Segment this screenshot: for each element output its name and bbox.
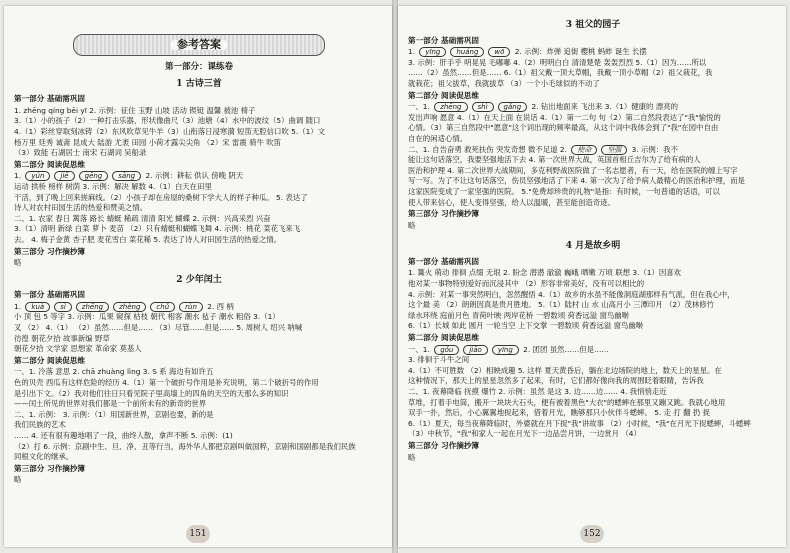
answer-line: 一、1. gǒu jiāo yīng 2. 团团 虽然……但是…… [408,344,609,354]
pinyin-pill: shì [472,102,494,112]
answer-text: 2. 示例：耕耘 供认 傍晚 阴天 [145,171,244,181]
pinyin-pill: jiē [54,171,74,181]
answer-key-banner [73,34,325,56]
answer-line: 1. 篝火 萌动 徘徊 点缀 无垠 2. 盼念 潜潜 澈澈 巍峨 晒嫩 万顷 联想 3.（1）因喜欢 [408,268,682,278]
section-heading: 第一部分 基础需巩固 [408,256,479,266]
pinyin-pill: yīng [492,345,519,355]
left-page [4,6,392,547]
pinyin-pill: chǔ [150,302,175,312]
right-page-content [408,14,778,529]
answer-line: 4. 示例：对某一事突然明白，忽然醒悟 4.（1）故乡的水虽不能像洞庭湖那样有气派，但在我心中， [408,289,735,299]
section-heading: 第一部分 基础需巩固 [14,94,85,104]
answer-line: 6.（1）长城 如此 圆月 一轮当空 上下交掌 一碧数顷 荷香远溢 窗鸟幽啭 [408,321,644,331]
answer-line: 略 [14,258,22,268]
answer-line: 4.（1）彩丝穿取刻冰铸（2）东风吹草见牛羊（3）山衔落日浸寒漪 短笛无腔信口吹 5.（1）文 [14,126,326,136]
pinyin-pill: jiāo [463,345,487,355]
word-pill: 坚强 [601,145,627,155]
answer-line: （3）中秋节，"我"和家人一起在月光下一边品尝月饼，一边赏月 （4） [408,429,641,439]
page-number: 151 [186,525,210,543]
word-pill: 使命 [571,145,597,155]
section-heading: 第一部分 基础需巩固 [408,35,479,45]
answer-line: 这种情况下，那天上的星星忽然多了起来，有时，它们都好像向我的周围眨着眼睛，告诉我 [408,376,704,386]
pinyin-pill: rùn [179,302,203,312]
section-heading: 第二部分 阅读促思维 [408,333,479,343]
answer-line: 1. zhēng qíng bēi yī 2. 示例：征住 玉野 山坡 活动 锲铤 温馨 被池 椅子 [14,105,256,115]
pinyin-pill: huáng [450,47,484,57]
pinyin-pill: gǒu [434,345,459,355]
answer-line: 是引出下文。（2）我对他们往日只看见院子里高墙上的四角的天空的天那么多的知识 [14,388,289,398]
answer-line: 自在的闲适心情。 [408,133,468,143]
answer-line: ——闰土所见的世界对我们都是一个前所未有的新奇的世界 [14,399,207,409]
answer-line: （3）致能 石湖居士 南宋 石湖词 吴船录 [14,148,147,158]
pinyin-pill: wō [488,47,510,57]
section-heading: 第三部分 习作摘抄簿 [14,463,85,473]
pinyin-pill: kuà [25,302,50,312]
answer-line: 叉 （2） 4.（1） （2）虽然……但是…… （3）尽管……但是…… 5. 周树人 绍兴 呐喊 [14,323,303,333]
answer-line: 这个最 美 （2）朗朗因真是贵月胜地。 5.（1）陆村 山 水 山高月小 三潭印月 （2）茂林修竹 [408,300,715,310]
answer-text: 2. 示例：炸弹 追街 樱桃 蚂蚱 诞生 长摆 [514,47,647,57]
answer-line: ……（2）虽然……但是…… 6.（1）祖父戴一顶大草帽，我戴一顶小草帽（2）祖父栽花，我 [408,68,713,78]
answer-line: 这家医院变成了一家坚强的医院。 5."免费却珍贵的礼物"是指：有时候，一句普通的话语，可以 [408,186,720,196]
part-title: 第一部分：课练卷 [164,62,233,72]
page-number: 152 [580,525,604,543]
answer-line: 杨万里 廷秀 诚斋 昆成大 陆游 尤袤 田园 小荷才露尖尖角 （2）宋 雷震 骑牛 吹笛 [14,137,282,147]
answer-line: 草堆，打着手电筒，搬开一块块大石头，便有被着黑色"大衣"的蟋蟀在那里又蹦又跳。我就心地用 [408,397,726,407]
answer-line: 发出声响 愿意 4.（1）在天上面 在说话 4.（1）第一二句 句（2）第二自然段表达了"我"愉悦的 [408,112,721,122]
answer-line: 6.（1）夏天，每当夜幕降临时，外婆就在月下捉"我"讲故事 （2）小时候，"我"在月光下捉蟋蟀，斗蟋蟀 [408,418,751,428]
answer-line: 略 [408,220,416,230]
pinyin-pill: zhēng [434,102,467,112]
answer-line: 二、1. 夜幕降临 抚摸 爆竹 2. 示例：虽然 是这 3. 边……边…… 4. 我悄悄走近 [408,387,667,396]
right-page [398,6,786,547]
answer-line: …… 4. 还有很有趣地唱了一段，曲终人散，拿声不断 5. 示例：(1) [14,431,233,440]
answer-text: 二、1. 自告奋勇 救死扶伤 突发奇想 微不足道 [408,144,558,154]
section-heading: 第三部分 习作摘抄簿 [408,440,479,450]
answer-text: 2. 团团 虽然……但是…… [523,344,609,354]
answer-line: 1. yīng huáng wō 2. 示例：炸弹 追街 樱桃 蚂蚱 诞生 长摆 [408,47,647,57]
answer-line: 3. 徘徊于斗牛之间 [408,355,470,365]
answer-line: 一、1. zhēng shì gǎng 2. 钻出地面来 飞出来 3.（1）健康的 漂亮的 [408,102,678,112]
left-page-content [14,14,384,529]
answer-line: 同根文化的继承。 [14,452,74,462]
answer-line: 诗人对农村田园生活的热爱和赞美之情。 [14,203,148,213]
section-heading: 第三部分 习作摘抄簿 [14,246,85,256]
pinyin-pill: yīng [419,47,446,57]
lesson-1-title: 1 古诗三首 [176,78,222,89]
answer-line: 4.（1）不可胜数 （2）相映成趣 5. 这样 夏天黄昏后，躺在北边场院的地上，数天上的星星。在 [408,365,722,375]
answer-text: 2. 钻出地面来 飞出来 3.（1）健康的 漂亮的 [531,102,678,112]
answer-text: 3. 示例：我不 [631,144,678,154]
answer-line: 双手一扑，然后，小心翼翼地捉起来，借着月光，瞧够那只小伙伴斗蟋蟀。 5. 走 打 翻 扔 捉 [408,408,710,418]
answer-line: 二、1. 自告奋勇 救死扶伤 突发奇想 微不足道 2. 使命 坚强 3. 示例：我不 [408,144,678,154]
section-heading: 第二部分 阅读促思维 [14,355,85,365]
answer-line: 绿水环绕 庭前月色 青荷叶映 两岸花桥 一碧数顷 荷香远溢 窗鸟幽啭 [408,310,630,320]
answer-line: 就栽花；祖父拔草，我就拔草 （3）一个小毛球似的不动了 [408,78,600,88]
pinyin-pill: gēng [79,171,109,181]
answer-line: 一、1. 冷落 意思 2. chā zhuàng lìng 3. S 系 海边有如许五 [14,367,214,377]
answer-line: 3.（1）小的孩子（2）一种打击乐器，形状像曲尺（3）池塘（4）水中的波纹（5）曲调 随口 [14,116,321,126]
section-heading: 第一部分 基础需巩固 [14,290,85,300]
pinyin-pill: zhēng [76,302,109,312]
pinyin-pill: gǎng [498,102,528,112]
banner-title: 参考答案 [171,40,227,51]
section-heading: 第三部分 习作摘抄簿 [408,209,479,219]
answer-line: 略 [14,475,22,485]
answer-line: 3.（1）清明 新绿 白菜 萝卜 麦苗 （2）只有蜻蜓和蝴蝶飞舞 4. 示例：桃花 菜花飞来飞 [14,224,301,234]
pinyin-pill: sì [54,302,72,312]
answer-line: 能让这句话落空，我要坚强地活下去 4. 第一次世界大战，英国首相丘吉尔为了给有病的人 [408,155,701,165]
answer-line: 运动 拱桥 榜样 树荫 3. 示例：解决 解数 4.（1）白天在田里 [14,181,212,191]
answer-line: 他对某一事物特别爱好而沉浸其中 （2）形容非常美好，没有可以相比的 [408,279,645,289]
lesson-3-title: 3 祖父的园子 [565,20,621,30]
pinyin-pill: yún [25,171,50,181]
answer-text: 2. 西 柄 [207,301,234,311]
answer-line: 心情。（3）第三自然段中"愿意"这个词出现的频率最高，从这个词中我体会到了"我"在园中自由 [408,123,719,133]
answer-line: 干活，到了晚上回来搓麻线。（2）小孩子却在房屋的桑树下学大人的样子种瓜。 5. 表达了 [14,192,308,202]
answer-line: 二、1. 农家 春日 篱落 路长 蜻蜓 稀疏 清清 阳光 蝴蝶 2. 示例：兴高采烈 兴奋 [14,213,271,223]
pinyin-pill: sāng [112,171,141,181]
lesson-2-title: 2 少年闰土 [176,274,222,285]
section-heading: 第二部分 阅读促思维 [14,159,85,169]
answer-line: 去。 4. 梅子金黄 杏子肥 麦花雪白 菜花稀 5. 表达了诗人对田园生活的热爱之情。 [14,234,282,244]
answer-line: 1. yún jiē gēng sāng 2. 示例：耕耘 供认 傍晚 阴天 [14,171,244,181]
pinyin-pill: zhèng [113,302,146,312]
answer-line: 小 顶 包 5 等字 3. 示例：瓜果 窥探 枯枝 朝代 相客 潮水 毡子 潮水 粗俗 3.（1） [14,312,280,322]
answer-line: 朝花夕拾 文学家 思想家 革命家 莫基人 [14,344,142,354]
answer-line: 略 [408,452,416,462]
answer-line: 1. kuà sì zhēng zhèng chǔ rùn 2. 西 柄 [14,301,234,311]
answer-line: 二、1. 示例： 3. 示例：（1）用国新世界，京剧也要，新的是 [14,409,214,419]
answer-line: 写一写。为了不让这句话落空，伤员坚强地活了下来 4. 第一次为了给予病人最精心的医治和护理，而是 [408,176,745,186]
answer-line: （2）打 6. 示例：京剧中生、旦、净、丑等行当，海外华人都把京剧叫做国粹，京剧和国剧都是我们民族 [14,441,356,451]
lesson-4-title: 4 月是故乡明 [565,241,621,252]
answer-line: 使人带来信心，使人变得坚强，给人以温暖，甚至能创造奇迹。 [408,197,615,207]
answer-line: 色的贝壳 西瓜有这样危险的经历 4.（1）第一个破折号作用是补充说明，第二个破折号的作用 [14,378,319,388]
answer-line: 医治和护理 4. 第二次世界大战期间，多克利野战医院做了一名志愿者，有一天，给在医院的缠上写字 [408,165,738,175]
answer-line: 我们民族的艺术 [14,420,66,430]
answer-line: 彷徨 朝花夕拾 故事新编 野草 [14,333,110,343]
answer-line: 3. 示例：肝手乎 明晃晃 毛嘟嘟 4.（2）明明白白 清清楚楚 轰轰烈烈 5.（1）因为……所以 [408,57,707,67]
section-heading: 第二部分 阅读促思维 [408,90,479,100]
